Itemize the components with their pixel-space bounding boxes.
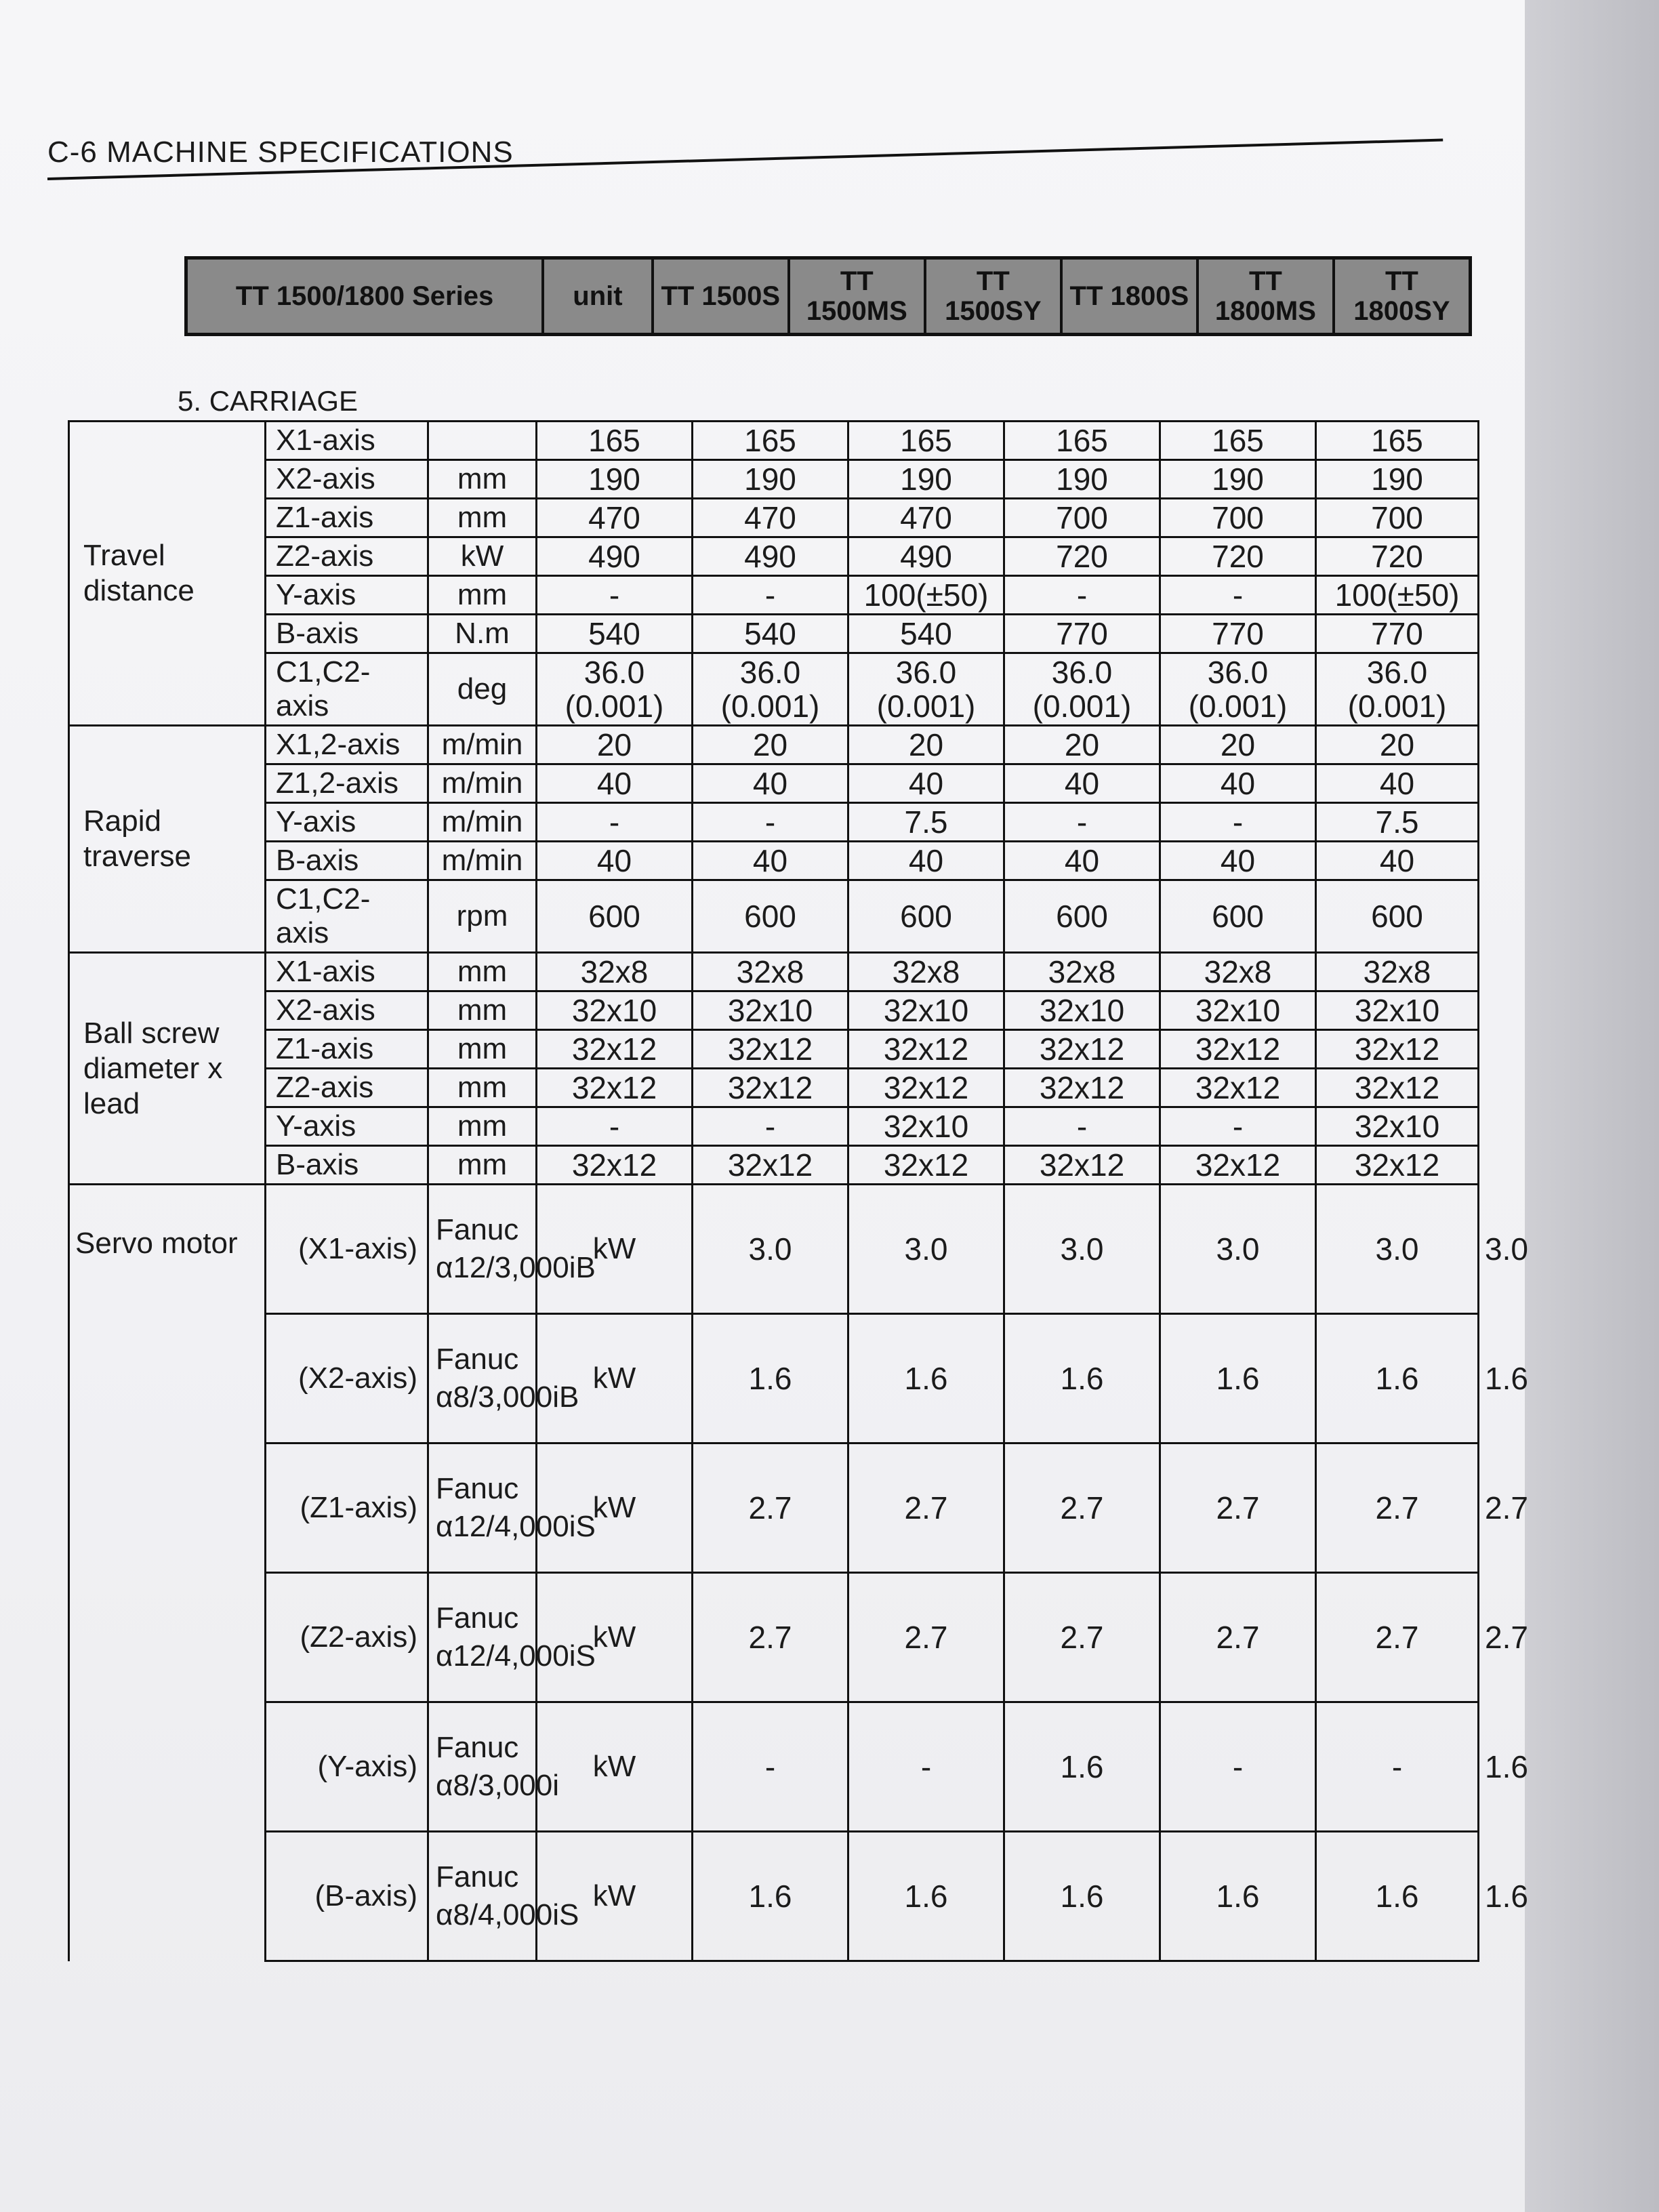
value-cell: 32x12	[1316, 1069, 1479, 1107]
value-cell: 32x10	[693, 991, 848, 1030]
value-cell: -	[537, 1107, 693, 1146]
value-cell: -	[693, 1107, 848, 1146]
axis-label: Y-axis	[266, 803, 428, 842]
axis-label: B-axis	[266, 842, 428, 880]
value-cell: 600	[693, 880, 848, 953]
value-cell: 190	[1004, 460, 1160, 499]
table-row	[69, 1443, 1479, 1573]
value-cell: 32x12	[537, 1069, 693, 1107]
value-cell: 3.0	[693, 1185, 848, 1314]
value-cell: 40	[1004, 842, 1160, 880]
unit-cell: deg	[428, 653, 537, 726]
value-cell: 32x12	[1160, 1146, 1316, 1185]
axis-label: Y-axis	[266, 576, 428, 615]
unit-cell: kW	[537, 1185, 693, 1314]
servo-model: Fanuc α12/4,000iS	[428, 1443, 537, 1573]
value-cell: 165	[693, 422, 848, 460]
spec-table	[68, 420, 1479, 1962]
spec-body	[69, 422, 1479, 1961]
page-title: C-6 MACHINE SPECIFICATIONS	[47, 136, 514, 169]
axis-label: Z1-axis	[266, 1030, 428, 1069]
value-cell: 165	[1316, 422, 1479, 460]
value-cell: -	[537, 803, 693, 842]
table-row	[69, 499, 1479, 537]
value-cell: 540	[848, 615, 1004, 653]
table-row	[69, 803, 1479, 842]
value-cell: 165	[537, 422, 693, 460]
value-cell: -	[1160, 576, 1316, 615]
value-cell: 470	[848, 499, 1004, 537]
value-cell: 40	[1316, 842, 1479, 880]
value-cell: 1.6	[848, 1832, 1004, 1961]
unit-cell: kW	[428, 537, 537, 576]
value-cell: 40	[1160, 842, 1316, 880]
value-cell: 32x12	[693, 1030, 848, 1069]
unit-cell: m/min	[428, 803, 537, 842]
value-cell: 32x12	[1004, 1030, 1160, 1069]
table-row	[69, 1185, 1479, 1314]
value-cell: 20	[1160, 726, 1316, 764]
value-cell: 190	[693, 460, 848, 499]
servo-axis-label: (B-axis)	[266, 1832, 428, 1961]
value-cell: 700	[1160, 499, 1316, 537]
value-cell: 1.6	[1004, 1832, 1160, 1961]
group-label-servo: Servo motor	[69, 1185, 266, 1961]
value-cell: 190	[1160, 460, 1316, 499]
value-cell: 165	[848, 422, 1004, 460]
value-cell: 32x10	[1160, 991, 1316, 1030]
table-row	[69, 1107, 1479, 1146]
value-cell: -	[1004, 803, 1160, 842]
value-cell: 36.0 (0.001)	[693, 653, 848, 726]
unit-cell: m/min	[428, 764, 537, 803]
value-cell: 32x8	[1316, 953, 1479, 991]
value-cell: 165	[1004, 422, 1160, 460]
axis-label: Z2-axis	[266, 537, 428, 576]
spec-header	[184, 256, 1472, 336]
unit-cell: mm	[428, 499, 537, 537]
value-cell: 20	[1004, 726, 1160, 764]
value-cell: 2.7	[848, 1573, 1004, 1702]
value-cell: 720	[1316, 537, 1479, 576]
value-cell: 3.0	[1160, 1185, 1316, 1314]
value-cell: 40	[848, 764, 1004, 803]
value-cell: 490	[848, 537, 1004, 576]
servo-axis-label: (Z2-axis)	[266, 1573, 428, 1702]
servo-axis-label: (X1-axis)	[266, 1185, 428, 1314]
value-cell: -	[693, 803, 848, 842]
value-cell: 32x12	[1316, 1030, 1479, 1069]
value-cell: 600	[1004, 880, 1160, 953]
value-cell: 540	[693, 615, 848, 653]
servo-model: Fanuc α12/3,000iB	[428, 1185, 537, 1314]
value-cell: 1.6	[848, 1314, 1004, 1443]
table-row	[69, 1069, 1479, 1107]
value-cell: 470	[537, 499, 693, 537]
table-row	[69, 537, 1479, 576]
value-cell: 700	[1004, 499, 1160, 537]
value-cell: 32x10	[1316, 991, 1479, 1030]
value-cell: 2.7	[848, 1443, 1004, 1573]
unit-cell: m/min	[428, 726, 537, 764]
value-cell: 20	[537, 726, 693, 764]
table-row	[69, 1314, 1479, 1443]
value-cell: 1.6	[1160, 1314, 1316, 1443]
value-cell: 490	[537, 537, 693, 576]
unit-cell: mm	[428, 576, 537, 615]
value-cell: 720	[1160, 537, 1316, 576]
servo-model: Fanuc α8/3,000iB	[428, 1314, 537, 1443]
value-cell: 770	[1316, 615, 1479, 653]
value-cell: 32x12	[537, 1030, 693, 1069]
value-cell: 20	[848, 726, 1004, 764]
section-title: 5. CARRIAGE	[178, 385, 359, 417]
value-cell: 36.0 (0.001)	[1316, 653, 1479, 726]
value-cell: 3.0	[1004, 1185, 1160, 1314]
group-label-ballscrew: Ball screw diameter x lead	[69, 953, 266, 1185]
value-cell: 7.5	[848, 803, 1004, 842]
unit-cell: kW	[537, 1702, 693, 1832]
value-cell: 40	[1160, 764, 1316, 803]
value-cell: 32x12	[1160, 1069, 1316, 1107]
axis-label: X1-axis	[266, 422, 428, 460]
table-row	[69, 460, 1479, 499]
unit-cell: rpm	[428, 880, 537, 953]
value-cell: -	[1160, 803, 1316, 842]
page-edge	[1525, 0, 1659, 2212]
table-row	[69, 615, 1479, 653]
table-row	[69, 1146, 1479, 1185]
value-cell: 2.7	[1316, 1573, 1479, 1702]
value-cell: 40	[1316, 764, 1479, 803]
value-cell: 2.7	[693, 1573, 848, 1702]
unit-cell: mm	[428, 1146, 537, 1185]
servo-axis-label: (Y-axis)	[266, 1702, 428, 1832]
table-row	[69, 726, 1479, 764]
axis-label: X1-axis	[266, 953, 428, 991]
value-cell: -	[693, 576, 848, 615]
value-cell: 32x12	[1004, 1069, 1160, 1107]
value-cell: 32x12	[1004, 1146, 1160, 1185]
value-cell: 32x8	[1004, 953, 1160, 991]
axis-label: B-axis	[266, 615, 428, 653]
value-cell: 2.7	[1160, 1573, 1316, 1702]
axis-label: Z1-axis	[266, 499, 428, 537]
unit-cell	[428, 422, 537, 460]
value-cell: 2.7	[1004, 1443, 1160, 1573]
value-cell: -	[1004, 576, 1160, 615]
value-cell: 2.7	[1160, 1443, 1316, 1573]
table-row	[69, 953, 1479, 991]
axis-label: X2-axis	[266, 460, 428, 499]
axis-label: Z1,2-axis	[266, 764, 428, 803]
value-cell: 40	[537, 764, 693, 803]
unit-cell: N.m	[428, 615, 537, 653]
unit-cell: mm	[428, 991, 537, 1030]
value-cell: 7.5	[1316, 803, 1479, 842]
table-row	[69, 1573, 1479, 1702]
value-cell: 490	[693, 537, 848, 576]
value-cell: 40	[848, 842, 1004, 880]
value-cell: 32x8	[537, 953, 693, 991]
value-cell: 100(±50)	[1316, 576, 1479, 615]
header-unit: unit	[544, 260, 654, 333]
value-cell: 32x10	[848, 1107, 1004, 1146]
value-cell: 32x12	[848, 1069, 1004, 1107]
value-cell: 32x12	[848, 1030, 1004, 1069]
value-cell: 32x12	[693, 1146, 848, 1185]
axis-label: B-axis	[266, 1146, 428, 1185]
value-cell: 1.6	[1004, 1314, 1160, 1443]
servo-axis-label: (X2-axis)	[266, 1314, 428, 1443]
value-cell: 3.0	[848, 1185, 1004, 1314]
axis-label: C1,C2-axis	[266, 653, 428, 726]
header-model: TT 1800MS	[1199, 260, 1335, 333]
value-cell: -	[1160, 1702, 1316, 1832]
value-cell: 600	[537, 880, 693, 953]
value-cell: 540	[537, 615, 693, 653]
value-cell: 36.0 (0.001)	[1004, 653, 1160, 726]
value-cell: 20	[1316, 726, 1479, 764]
value-cell: 600	[1316, 880, 1479, 953]
value-cell: 40	[537, 842, 693, 880]
value-cell: 1.6	[693, 1314, 848, 1443]
axis-label: Y-axis	[266, 1107, 428, 1146]
unit-cell: kW	[537, 1443, 693, 1573]
value-cell: 1.6	[1160, 1832, 1316, 1961]
value-cell: 32x10	[1316, 1107, 1479, 1146]
servo-model: Fanuc α8/4,000iS	[428, 1832, 537, 1961]
value-cell: 32x12	[1316, 1146, 1479, 1185]
value-cell: 190	[537, 460, 693, 499]
value-cell: 190	[1316, 460, 1479, 499]
value-cell: 40	[693, 764, 848, 803]
table-row	[69, 1832, 1479, 1961]
value-cell: 32x12	[693, 1069, 848, 1107]
value-cell: 40	[693, 842, 848, 880]
group-label-rapid: Rapid traverse	[69, 726, 266, 953]
value-cell: 40	[1004, 764, 1160, 803]
value-cell: 1.6	[1004, 1702, 1160, 1832]
value-cell: 32x10	[848, 991, 1004, 1030]
value-cell: -	[1160, 1107, 1316, 1146]
value-cell: 36.0 (0.001)	[1160, 653, 1316, 726]
value-cell: 700	[1316, 499, 1479, 537]
value-cell: 600	[1160, 880, 1316, 953]
unit-cell: kW	[537, 1573, 693, 1702]
axis-label: C1,C2-axis	[266, 880, 428, 953]
header-model: TT 1800S	[1063, 260, 1199, 333]
value-cell: 100(±50)	[848, 576, 1004, 615]
header-model: TT 1500MS	[790, 260, 926, 333]
table-row	[69, 653, 1479, 726]
header-model: TT 1800SY	[1353, 266, 1450, 326]
table-row	[69, 880, 1479, 953]
header-model: TT 1500SY	[926, 260, 1063, 333]
value-cell: 20	[693, 726, 848, 764]
table-row	[69, 842, 1479, 880]
value-cell: 165	[1160, 422, 1316, 460]
value-cell: 2.7	[1004, 1573, 1160, 1702]
value-cell: 32x8	[693, 953, 848, 991]
servo-model: Fanuc α8/3,000i	[428, 1702, 537, 1832]
table-row	[69, 1702, 1479, 1832]
table-row	[69, 422, 1479, 460]
unit-cell: mm	[428, 460, 537, 499]
unit-cell: kW	[537, 1832, 693, 1961]
axis-label: X1,2-axis	[266, 726, 428, 764]
axis-label: X2-axis	[266, 991, 428, 1030]
axis-label: Z2-axis	[266, 1069, 428, 1107]
servo-model: Fanuc α12/4,000iS	[428, 1573, 537, 1702]
header-series: TT 1500/1800 Series	[188, 260, 544, 333]
unit-cell: m/min	[428, 842, 537, 880]
value-cell: 36.0 (0.001)	[848, 653, 1004, 726]
value-cell: 32x8	[848, 953, 1004, 991]
group-label-travel: Travel distance	[69, 422, 266, 726]
value-cell: 190	[848, 460, 1004, 499]
value-cell: 720	[1004, 537, 1160, 576]
table-row	[69, 764, 1479, 803]
table-row	[69, 991, 1479, 1030]
unit-cell: mm	[428, 1107, 537, 1146]
value-cell: 32x12	[1160, 1030, 1316, 1069]
value-cell: 470	[693, 499, 848, 537]
unit-cell: mm	[428, 953, 537, 991]
value-cell: -	[848, 1702, 1004, 1832]
value-cell: 36.0 (0.001)	[537, 653, 693, 726]
value-cell: 32x12	[848, 1146, 1004, 1185]
value-cell: -	[693, 1702, 848, 1832]
table-row	[69, 1030, 1479, 1069]
value-cell: 770	[1160, 615, 1316, 653]
value-cell: 2.7	[1316, 1443, 1479, 1573]
unit-cell: kW	[537, 1314, 693, 1443]
header-model: TT 1500S	[654, 260, 790, 333]
value-cell: 770	[1004, 615, 1160, 653]
value-cell: 1.6	[1316, 1314, 1479, 1443]
value-cell: 32x8	[1160, 953, 1316, 991]
value-cell: 1.6	[693, 1832, 848, 1961]
value-cell: 32x10	[1004, 991, 1160, 1030]
value-cell: -	[1004, 1107, 1160, 1146]
value-cell: 32x12	[537, 1146, 693, 1185]
unit-cell: mm	[428, 1069, 537, 1107]
value-cell: 600	[848, 880, 1004, 953]
value-cell: -	[537, 576, 693, 615]
value-cell: 1.6	[1316, 1832, 1479, 1961]
value-cell: 3.0	[1316, 1185, 1479, 1314]
value-cell: 2.7	[693, 1443, 848, 1573]
servo-axis-label: (Z1-axis)	[266, 1443, 428, 1573]
table-row	[69, 576, 1479, 615]
unit-cell: mm	[428, 1030, 537, 1069]
value-cell: -	[1316, 1702, 1479, 1832]
value-cell: 32x10	[537, 991, 693, 1030]
